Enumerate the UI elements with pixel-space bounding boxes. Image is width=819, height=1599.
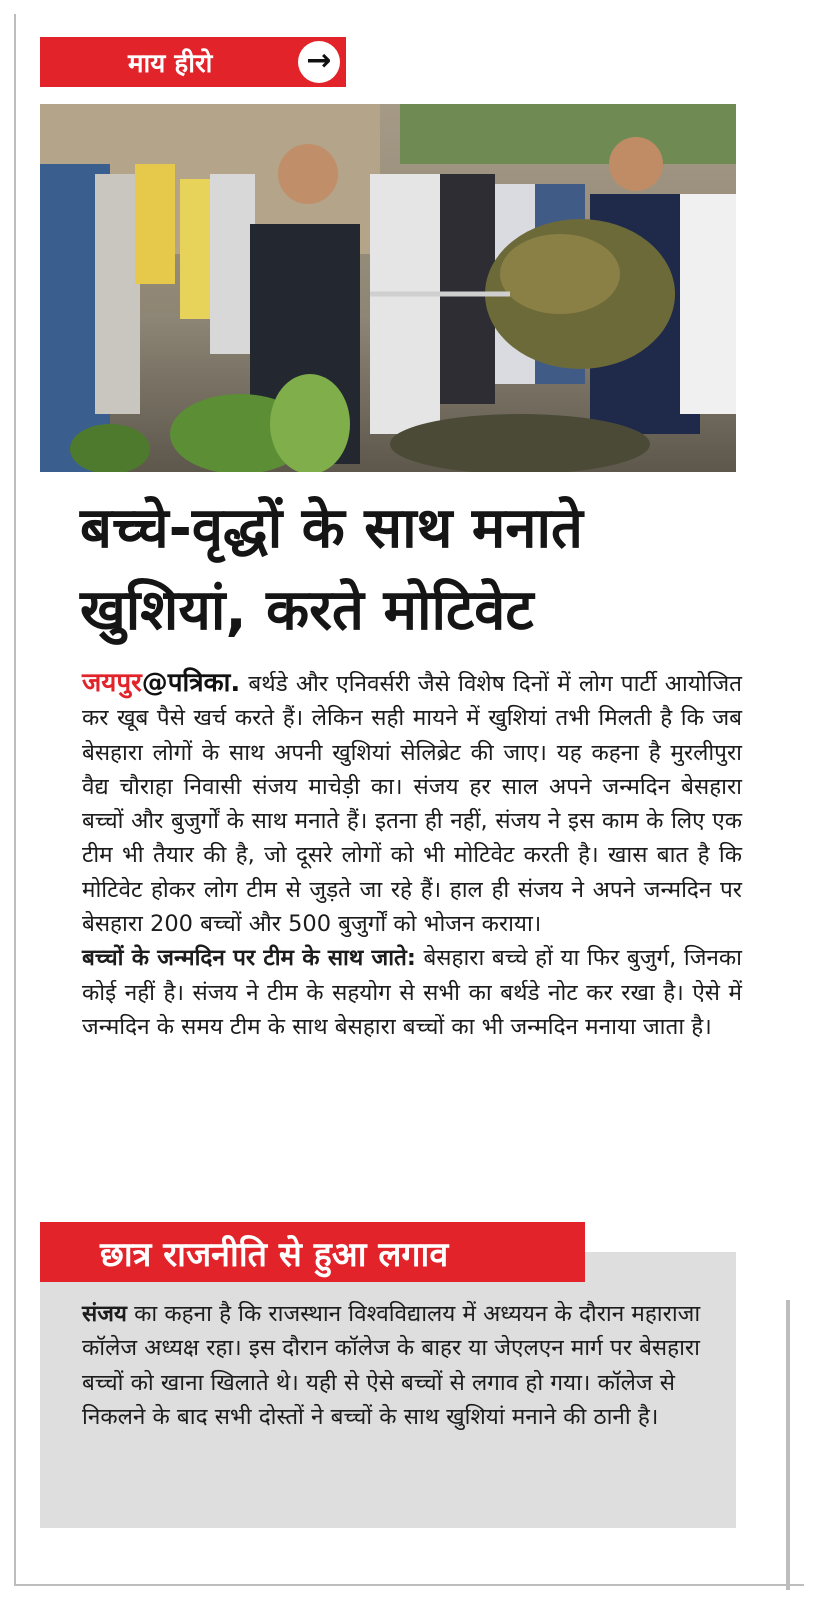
headline-line-1: बच्चे-वृद्धों के साथ मनाते: [80, 496, 583, 561]
publication-name: @पत्रिका.: [141, 668, 241, 698]
subheading: बच्चों के जन्मदिन पर टीम के साथ जाते:: [82, 945, 416, 972]
article-body: [82, 666, 742, 1044]
paragraph-2: बेसहारा बच्चे हों या फिर बुजुर्ग, जिनका कोई नहीं है। संजय ने टीम के सहयोग से सभी का बर्थडे नोट कर रखा है। ऐसे में जन्मदिन के समय टीम के साथ बेसहारा बच्चों का भी जन्मदिन मनाया जाता है।: [82, 945, 742, 1040]
article-photo: [40, 104, 736, 472]
section-tag: [40, 37, 346, 87]
page-edge: [786, 1300, 790, 1590]
section-tag-label: माय हीरो: [128, 49, 213, 79]
headline: [80, 488, 740, 652]
sidebar-box-banner: [40, 1222, 585, 1282]
headline-line-2: खुशियां, करते मोटिवेट: [80, 578, 534, 643]
arrow-right-icon: →: [298, 41, 340, 83]
dateline: जयपुर: [82, 668, 142, 698]
sidebar-box-title: छात्र राजनीति से हुआ लगाव: [100, 1235, 449, 1275]
paragraph-1: बर्थडे और एनिवर्सरी जैसे विशेष दिनों में लोग पार्टी आयोजित कर खूब पैसे खर्च करते हैं। लेकिन सही मायने में खुशियां तभी मिलती है कि जब बेसहारा लोगों के साथ अपनी खुशियां सेलिब्रेट की जाए। यह कहना है मुरलीपुरा वैद्य चौराहा निवासी संजय माचेड़ी का। संजय हर साल अपने जन्मदिन बेसहारा बच्चों और बुजुर्गों के साथ मनाते हैं। इतना ही नहीं, संजय ने इस काम के लिए एक टीम भी तैयार की है, जो दूसरे लोगों को भी मोटिवेट करती है। खास बात है कि मोटिवेट होकर लोग टीम से जुड़ते जा रहे हैं। हाल ही संजय ने अपने जन्मदिन पर बेसहारा 200 बच्चों और 500 बुजुर्गों को भोजन कराया।: [82, 671, 742, 938]
sidebar-box-body: का कहना है कि राजस्थान विश्वविद्यालय में अध्ययन के दौरान महाराजा कॉलेज अध्यक्ष रहा। इस दौरान कॉलेज के बाहर या जेएलएन मार्ग पर बेसहारा बच्चों को खाना खिलाते थे। यही से ऐसे बच्चों से लगाव हो गया। कॉलेज से निकलने के बाद सभी दोस्तों ने बच्चों के साथ खुशियां मनाने की ठानी है।: [82, 1301, 701, 1430]
sidebar-box-lead: संजय: [82, 1301, 127, 1327]
sidebar-box-text: [82, 1297, 702, 1434]
